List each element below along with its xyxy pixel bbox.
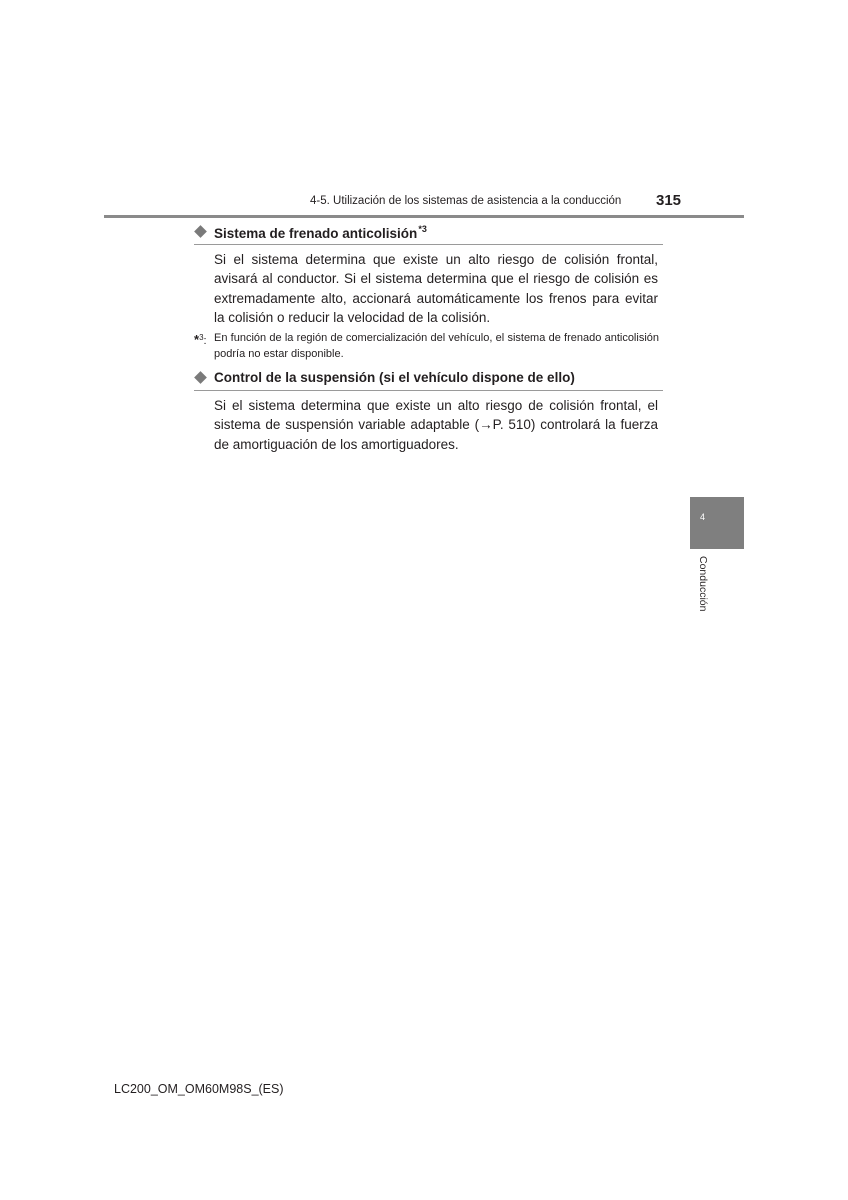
footnote bbox=[194, 330, 659, 362]
section-title: Control de la suspensión (si el vehículo dispone de ello) bbox=[214, 370, 575, 385]
chapter-tab bbox=[690, 497, 744, 549]
section-paragraph-collision-braking: Si el sistema determina que existe un alto riesgo de colisión frontal, avisará al conductor. Si el sistema determina que el riesgo de colisión es extremadamente alto, accionará automáticamente los frenos para evitar la colisión o reducir la velocidad de la colisión. bbox=[214, 252, 658, 325]
diamond-bullet-icon bbox=[194, 225, 207, 238]
section-paragraph-suspension-control: Si el sistema determina que existe un alto riesgo de colisión frontal, el sistema de suspensión variable adaptable (→P. 510) controlará la fuerza de amortiguación de los amortiguadores. bbox=[214, 398, 658, 452]
diamond-bullet-icon bbox=[194, 371, 207, 384]
document-code: LC200_OM_OM60M98S_(ES) bbox=[114, 1082, 284, 1096]
section-heading-suspension-control bbox=[194, 368, 663, 391]
header-section-title: 4-5. Utilización de los sistemas de asistencia a la conducción bbox=[310, 195, 622, 207]
header-divider bbox=[104, 215, 744, 218]
section-title: Sistema de frenado anticolisión$^{*3}$ bbox=[214, 224, 427, 241]
section-heading-collision-braking bbox=[194, 222, 663, 245]
footnote-mark: *$^3$: bbox=[194, 332, 207, 347]
page-number: 315 bbox=[656, 192, 682, 209]
footnote-text: En función de la región de comercialización del vehículo, el sistema de frenado anticolisión podría no estar disponible. bbox=[214, 332, 659, 360]
chapter-number: 4 bbox=[700, 512, 706, 522]
chapter-label: Conducción bbox=[697, 556, 709, 612]
footnote-marker: *3 bbox=[418, 224, 427, 234]
